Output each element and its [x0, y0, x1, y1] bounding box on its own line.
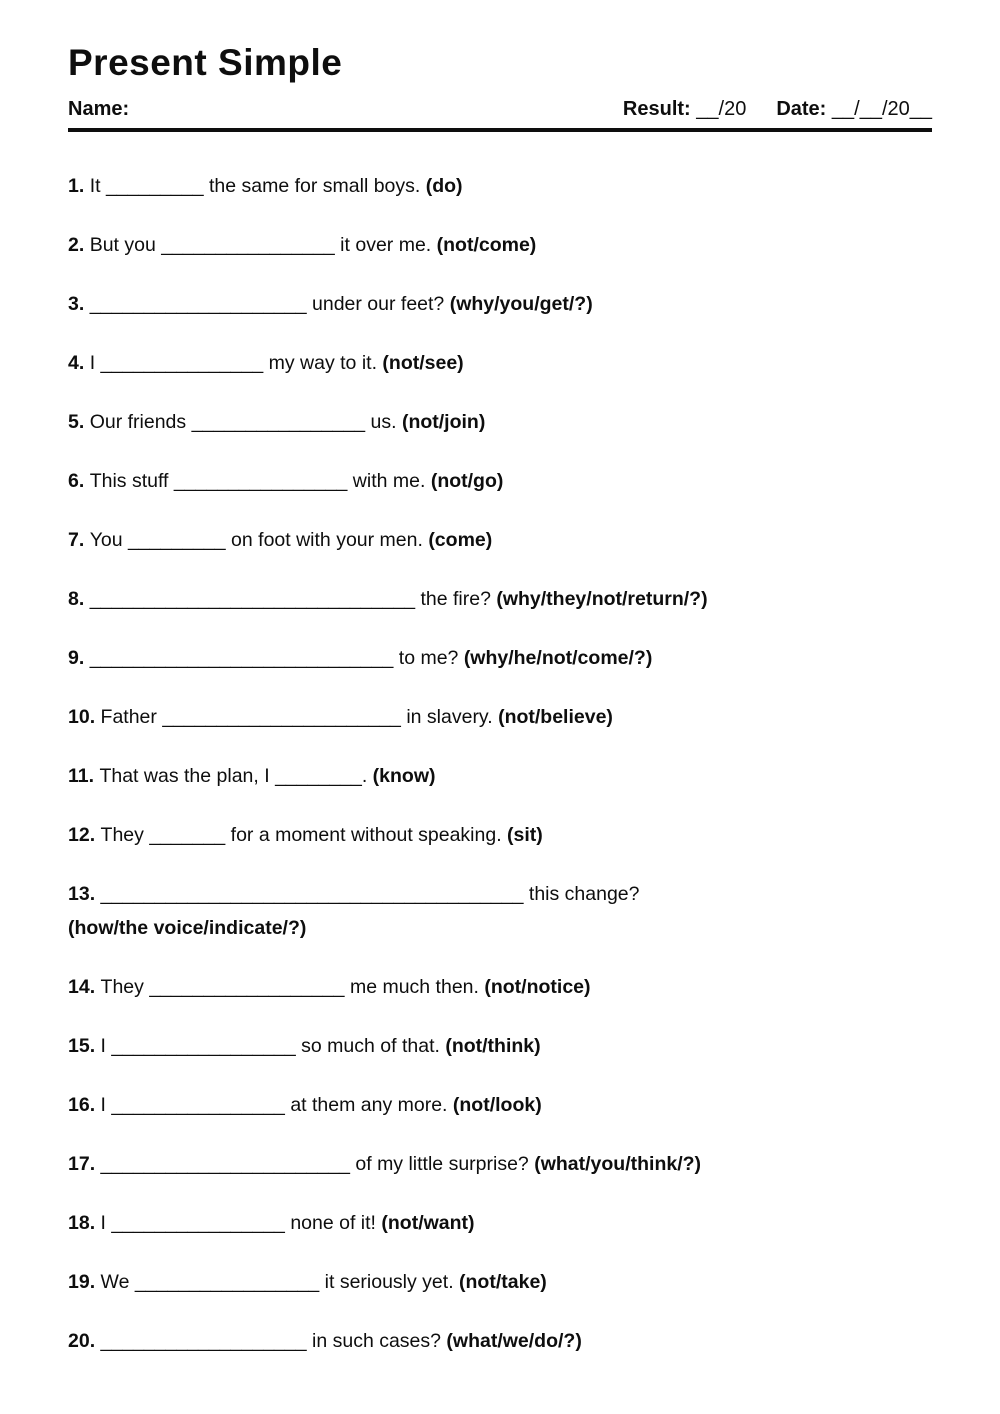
verb-hint: (not/see) — [382, 351, 464, 374]
date-value: __/__/20__ — [826, 97, 932, 120]
verb-hint: (not/believe) — [498, 705, 613, 728]
question-item — [68, 287, 932, 321]
question-item — [68, 169, 932, 203]
question-text-post: it seriously yet. — [319, 1270, 460, 1293]
question-text-post: in slavery. — [400, 705, 499, 728]
question-number: 2. — [68, 233, 90, 256]
question-number: 11. — [68, 764, 100, 787]
header-row — [68, 98, 932, 120]
answer-blank: ________________ — [173, 469, 348, 492]
verb-hint: (not/take) — [459, 1270, 547, 1293]
question-text-post: none of it! — [284, 1211, 382, 1234]
verb-hint: (not/want) — [381, 1211, 475, 1234]
verb-hint: (not/notice) — [484, 975, 591, 998]
answer-blank: ________________ — [191, 410, 366, 433]
question-text-pre: Our friends — [89, 410, 192, 433]
question-text-post: to me? — [393, 646, 464, 669]
answer-blank: _______ — [149, 823, 226, 846]
verb-hint: (come) — [428, 528, 493, 551]
answer-blank: ______________________________ — [89, 587, 416, 610]
result-date-block — [623, 98, 932, 120]
question-text-post: the same for small boys. — [203, 174, 426, 197]
question-text-pre: They — [100, 823, 150, 846]
question-item — [68, 1206, 932, 1240]
question-item — [68, 346, 932, 380]
verb-hint: (why/he/not/come/?) — [463, 646, 653, 669]
answer-blank: _________ — [105, 174, 204, 197]
question-number: 17. — [68, 1152, 101, 1175]
question-item — [68, 228, 932, 262]
question-number: 3. — [68, 292, 90, 315]
question-text-post: under our feet? — [306, 292, 450, 315]
question-item — [68, 1088, 932, 1122]
question-text-pre: I — [100, 1034, 112, 1057]
question-text-pre: I — [100, 1093, 112, 1116]
answer-blank: _________________ — [134, 1270, 320, 1293]
question-list — [68, 169, 932, 1358]
question-number: 14. — [68, 975, 101, 998]
question-item — [68, 700, 932, 734]
verb-hint: (not/look) — [452, 1093, 542, 1116]
question-item — [68, 405, 932, 439]
verb-hint: (not/come) — [436, 233, 537, 256]
question-item — [68, 818, 932, 852]
answer-blank: _______________________________________ — [100, 882, 524, 905]
answer-blank: _______________________ — [100, 1152, 350, 1175]
question-item — [68, 1265, 932, 1299]
question-text-post: for a moment without speaking. — [225, 823, 508, 846]
answer-blank: _______________ — [100, 351, 264, 374]
page-title: Present Simple — [68, 42, 343, 83]
question-item — [68, 1147, 932, 1181]
question-text-post: me much then. — [344, 975, 485, 998]
question-text-post: in such cases? — [306, 1329, 447, 1352]
question-item — [68, 641, 932, 675]
result-label: Result: — [622, 97, 691, 120]
verb-hint: (sit) — [507, 823, 543, 846]
answer-blank: ________________ — [111, 1211, 285, 1234]
question-number: 18. — [68, 1211, 101, 1234]
result-value: __/20 — [690, 97, 747, 120]
question-number: 4. — [68, 351, 90, 374]
answer-blank: ____________________ — [89, 292, 307, 315]
name-field — [68, 98, 129, 120]
question-text-pre: Father — [100, 705, 163, 728]
answer-blank: ________________ — [111, 1093, 285, 1116]
question-item — [68, 970, 932, 1004]
question-text-post: . — [361, 764, 373, 787]
question-number: 15. — [68, 1034, 101, 1057]
question-text-post: my way to it. — [263, 351, 383, 374]
question-text-post: this change? — [523, 882, 640, 905]
question-number: 13. — [68, 882, 101, 905]
answer-blank: __________________ — [149, 975, 345, 998]
verb-hint: (what/we/do/?) — [446, 1329, 582, 1352]
name-label: Name: — [68, 97, 130, 120]
question-item — [68, 582, 932, 616]
verb-hint: (what/you/think/?) — [534, 1152, 702, 1175]
question-number: 12. — [68, 823, 101, 846]
question-number: 19. — [68, 1270, 101, 1293]
question-text-post: so much of that. — [295, 1034, 446, 1057]
question-item — [68, 1029, 932, 1063]
answer-blank: _________________ — [111, 1034, 296, 1057]
question-text-pre: That was the plan, I — [99, 764, 276, 787]
question-text-pre: But you — [89, 233, 162, 256]
question-number: 9. — [68, 646, 90, 669]
question-text-post: with me. — [347, 469, 431, 492]
question-text-post: of my little surprise? — [349, 1152, 535, 1175]
question-number: 16. — [68, 1093, 101, 1116]
date-label: Date: — [776, 97, 827, 120]
verb-hint: (not/think) — [445, 1034, 541, 1057]
question-text-post: at them any more. — [284, 1093, 453, 1116]
question-item — [68, 464, 932, 498]
question-text-pre: You — [89, 528, 129, 551]
question-number: 20. — [68, 1329, 101, 1352]
question-text-pre: We — [100, 1270, 135, 1293]
question-text-post: us. — [365, 410, 402, 433]
question-number: 7. — [68, 528, 90, 551]
answer-blank: ___________________ — [100, 1329, 307, 1352]
verb-hint: (why/they/not/return/?) — [496, 587, 708, 610]
question-number: 6. — [68, 469, 90, 492]
question-number: 8. — [68, 587, 90, 610]
question-text-pre: It — [89, 174, 106, 197]
header-divider — [68, 128, 932, 132]
answer-blank: ______________________ — [162, 705, 401, 728]
question-text-pre: I — [100, 1211, 112, 1234]
question-number: 5. — [68, 410, 90, 433]
answer-blank: ________ — [275, 764, 362, 787]
verb-hint: (know) — [372, 764, 436, 787]
verb-hint: (why/you/get/?) — [449, 292, 593, 315]
question-text-post: the fire? — [415, 587, 497, 610]
verb-hint: (not/join) — [401, 410, 486, 433]
answer-blank: ________________ — [161, 233, 335, 256]
verb-hint: (not/go) — [430, 469, 504, 492]
question-text-pre: This stuff — [89, 469, 174, 492]
answer-blank: _________ — [128, 528, 226, 551]
question-item — [68, 759, 932, 793]
question-item — [68, 877, 932, 945]
question-item — [68, 1324, 932, 1358]
question-number: 1. — [68, 174, 90, 197]
question-text-pre: They — [100, 975, 150, 998]
question-text-post: on foot with your men. — [225, 528, 429, 551]
question-text-pre: I — [89, 351, 101, 374]
question-text-post: it over me. — [334, 233, 437, 256]
verb-hint: (do) — [425, 174, 463, 197]
answer-blank: ____________________________ — [89, 646, 394, 669]
question-number: 10. — [68, 705, 101, 728]
question-item — [68, 523, 932, 557]
verb-hint: (how/the voice/indicate/?) — [68, 916, 307, 939]
